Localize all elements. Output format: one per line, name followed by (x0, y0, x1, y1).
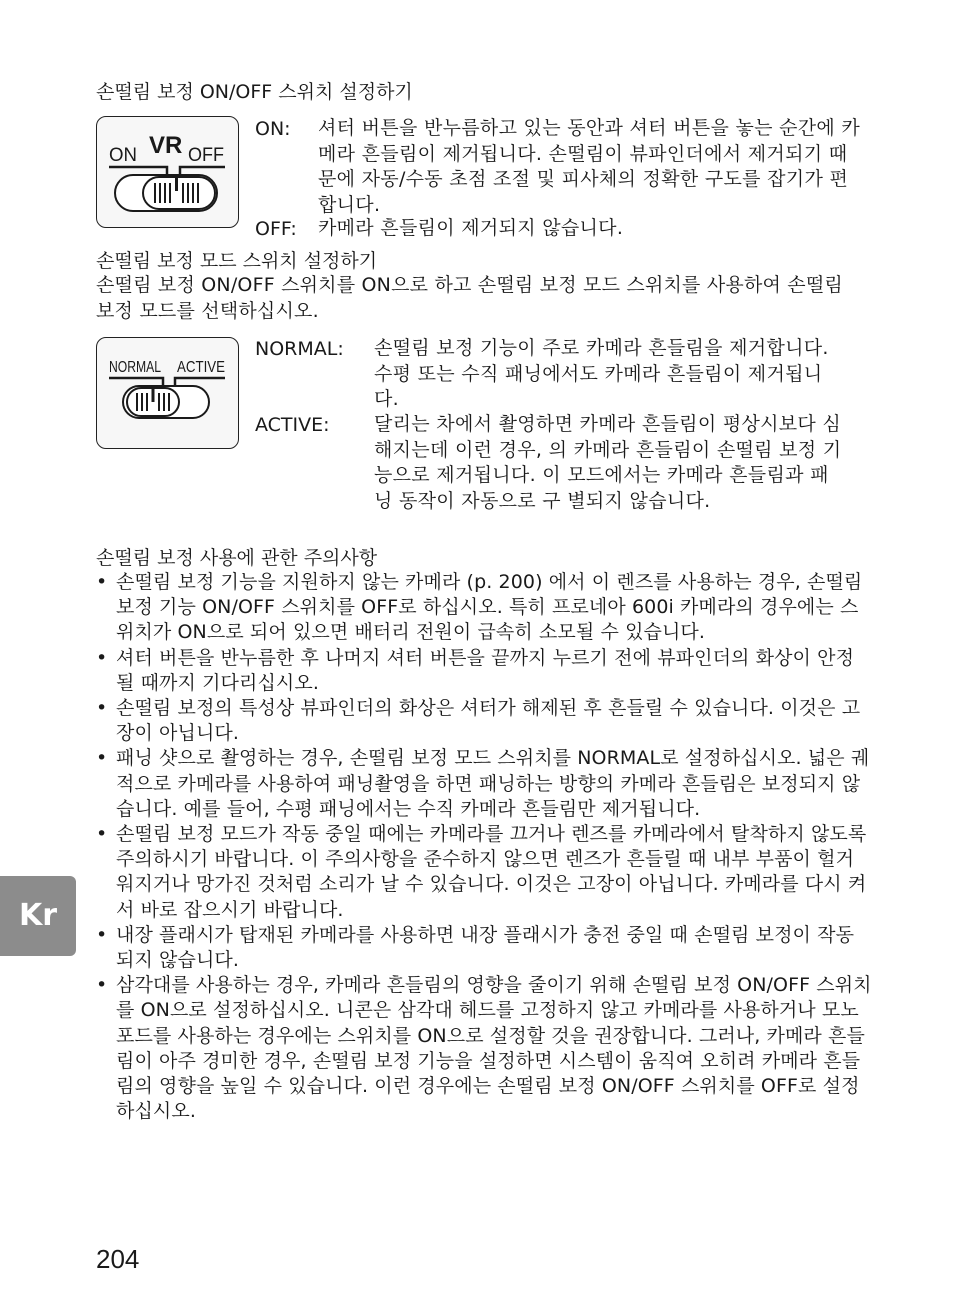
page-number: 204 (96, 1244, 140, 1274)
bullet-icon: • (96, 747, 108, 770)
normal-term: NORMAL: (255, 338, 344, 360)
off-description: 카메라 흔들림이 제거되지 않습니다. (318, 217, 624, 239)
note-text: 셔터 버튼을 반누름한 후 나머지 셔터 버튼을 끝까지 누르기 전에 뷰파인더의 화상이 안정될 때까지 기다리십시오. (116, 646, 855, 694)
vr-mode-switch-icon (97, 338, 238, 448)
notes-list (96, 570, 872, 1124)
note-item (96, 696, 872, 746)
bullet-icon: • (96, 646, 108, 669)
note-text: 손떨림 보정의 특성상 뷰파인더의 화상은 셔터가 해제된 후 흔들릴 수 있습니다. 이것은 고장이 아닙니다. (116, 697, 861, 745)
switch-off-bracket (180, 167, 225, 175)
bullet-icon: • (96, 823, 108, 846)
switch-normal-bracket (109, 378, 163, 386)
switch-vr-label: VR (149, 132, 183, 159)
off-term: OFF: (255, 218, 297, 240)
switch-knob (143, 177, 215, 209)
vr-mode-heading: 손떨림 보정 모드 스위치 설정하기 (96, 250, 378, 272)
bullet-icon: • (96, 974, 108, 997)
switch-on-label: ON (109, 145, 137, 166)
note-item (96, 923, 872, 973)
note-item (96, 570, 872, 646)
note-text: 내장 플래시가 탑재된 카메라를 사용하면 내장 플래시가 충전 중일 때 손떨림 보정이 작동되지 않습니다. (116, 923, 855, 972)
vr-mode-switch-illustration (96, 337, 239, 449)
switch-normal-label: NORMAL (109, 359, 162, 376)
note-item (96, 646, 872, 696)
normal-description: 손떨림 보정 기능이 주로 카메라 흔들림을 제거합니다. 수평 또는 수직 패닝에서도 카메라 흔들림이 제거됩니다. (374, 337, 829, 410)
note-text: 손떨림 보정 모드가 작동 중일 때에는 카메라를 끄거나 렌즈를 카메라에서 탈착하지 않도록 주의하시기 바랍니다. 이 주의사항을 준수하지 않으면 렌즈가 흔들릴 때 내부 부품이 헐거워지거나 망가진 것처럼 소리가 날 수 있습니다. 이것은 고장이 아닙니다. 카메라를 다시 켜서 바로 잡으시기 바랍니다. (116, 823, 867, 921)
vr-onoff-heading: 손떨림 보정 ON/OFF 스위치 설정하기 (96, 81, 413, 103)
on-description: 셔터 버튼을 반누름하고 있는 동안과 셔터 버튼을 놓는 순간에 카메라 흔들림이 제거됩니다. 손떨림이 뷰파인더에서 제거되기 때문에 자동/수동 초점 조절 및 피사체의 정확한 구도를 잡기가 편합니다. (318, 117, 861, 216)
vr-onoff-switch-illustration (96, 116, 239, 228)
switch-off-label: OFF (188, 145, 224, 166)
language-tab-label: Kr (18, 898, 58, 933)
note-text: 패닝 샷으로 촬영하는 경우, 손떨림 보정 모드 스위치를 NORMAL로 설정하십시오. 넓은 궤적으로 카메라를 사용하여 패닝촬영을 하면 패닝하는 방향의 카메라 흔들림은 보정되지 않습니다. 예를 들어, 수평 패닝에서는 수직 카메라 흔들림만 제거됩니다. (116, 747, 870, 820)
note-text: 삼각대를 사용하는 경우, 카메라 흔들림의 영향을 줄이기 위해 손떨림 보정 ON/OFF 스위치를 ON으로 설정하십시오. 니콘은 삼각대 헤드를 고정하지 않고 카메라를 사용하거나 모노포드를 사용하는 경우에는 스위치를 ON으로 설정할 것을 권장합니다. 그러나, 카메라 흔들림이 아주 경미한 경우, 손떨림 보정 기능을 설정하면 시스템이 움직여 오히려 카메라 흔들림의 영향을 높일 수 있습니다. 이런 경우에는 손떨림 보정 ON/OFF 스위치를 OFF로 설정하십시오. (116, 974, 872, 1123)
bullet-icon: • (96, 697, 108, 720)
bullet-icon: • (96, 571, 108, 593)
switch-active-label: ACTIVE (177, 359, 225, 376)
vr-mode-intro: 손떨림 보정 ON/OFF 스위치를 ON으로 하고 손떨림 보정 모드 스위치를 사용하여 손떨림 보정 모드를 선택하십시오. (96, 274, 843, 322)
language-tab (0, 876, 76, 956)
note-item (96, 973, 872, 1124)
note-text: 손떨림 보정 기능을 지원하지 않는 카메라 (p. 200) 에서 이 렌즈를 사용하는 경우, 손떨림 보정 기능 ON/OFF 스위치를 OFF로 하십시오. 특히 프로네아 600i 카메라의 경우에는 스위치가 ON으로 되어 있으면 배터리 전원이 급속히 소모될 수 있습니다. (116, 571, 863, 644)
on-term: ON: (255, 118, 291, 140)
active-term: ACTIVE: (255, 414, 330, 436)
notes-heading: 손떨림 보정 사용에 관한 주의사항 (96, 547, 378, 569)
vr-onoff-switch-icon (97, 117, 238, 227)
note-item (96, 746, 872, 822)
switch-active-bracket (175, 378, 225, 386)
switch-on-bracket (109, 167, 167, 175)
bullet-icon: • (96, 923, 108, 946)
note-item (96, 822, 872, 923)
active-description: 달리는 차에서 촬영하면 카메라 흔들림이 평상시보다 심해지는데 이런 경우, 의 카메라 흔들림이 손떨림 보정 기능으로 제거됩니다. 이 모드에서는 카메라 흔들림과 패닝 동작이 자동으로 구 별되지 않습니다. (374, 413, 842, 512)
